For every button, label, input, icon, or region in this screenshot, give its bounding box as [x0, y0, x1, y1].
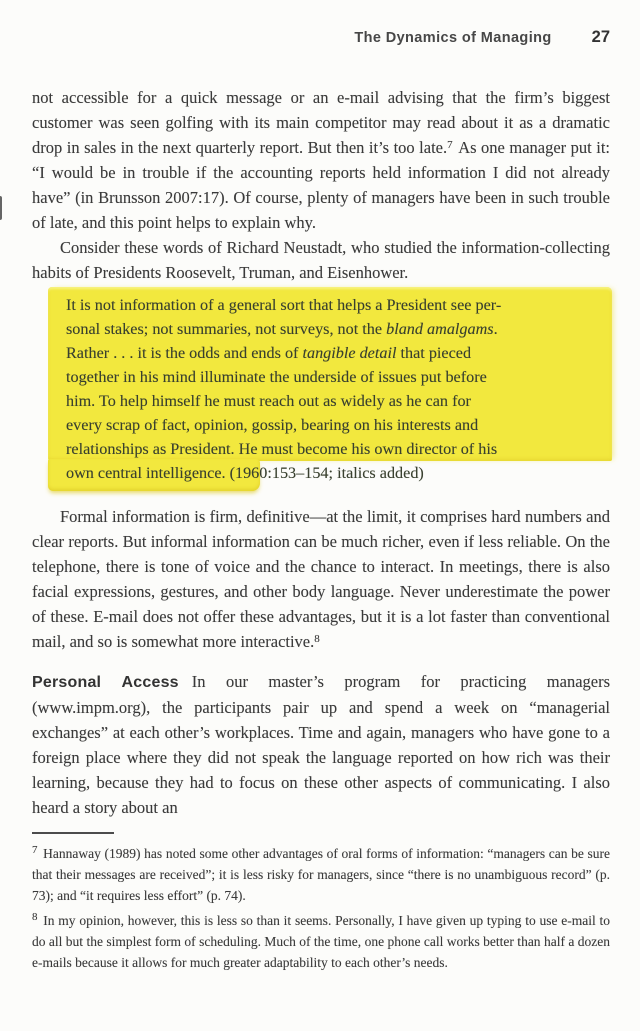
footnote-text: [32, 846, 610, 903]
text-run: every scrap of fact, opinion, gossip, bearing on his interests and: [66, 416, 479, 434]
quote-lines: [57, 293, 610, 485]
text-run: sonal stakes; not summaries, not surveys, not the: [66, 320, 387, 338]
quote-line: [66, 317, 610, 341]
superscript-marker: 8: [314, 633, 320, 645]
footnote-7: [32, 843, 610, 906]
text-run: As one manager put it: “I would be in trouble if the accounting reports held information I did not already have” (in Brunsson 2007:17). Of course, plenty of managers have been in such trouble of late, and this point helps to explain why.: [32, 138, 611, 232]
text-run: .: [493, 320, 498, 338]
quote-line: [66, 341, 610, 365]
text-run: together in his mind illuminate the underside of issues put before: [66, 368, 487, 386]
text-run: Hannaway (1989) has noted some other advantages of oral forms of information: “managers can be sure that their messages are received”; it is less risky for managers, since “there is no unambiguous record” (p. 73); and “it requires less effort” (p. 74).: [32, 846, 610, 903]
paragraph-4: [32, 669, 610, 820]
footnote-marker: 8: [32, 911, 38, 923]
text-run: own central intelligence. (1960:153–154; italics added): [66, 464, 424, 482]
emphasis-text: bland amalgams: [386, 320, 494, 338]
scan-artifact: [0, 196, 2, 220]
text-run: It is not information of a general sort that helps a President see per-: [66, 296, 502, 314]
text-run: In our master’s program for practicing managers (www.impm.org), the participants pair up and spend a week on “managerial exchanges” at each other’s workplaces. Time and again, managers who have gone to a foreign place where they did not speak the language reported on how rich was their learning, because they had to focus on these other aspects of communicating. I also heard a story about an: [32, 672, 611, 817]
page-number: 27: [591, 28, 610, 46]
quote-line: [66, 413, 610, 437]
footnote-text: [32, 913, 610, 970]
paragraph-1: [32, 85, 610, 235]
quote-line: [66, 365, 610, 389]
superscript-marker: 7: [447, 139, 453, 151]
text-run: relationships as President. He must become his own director of his: [66, 440, 498, 458]
block-quote: [57, 293, 610, 485]
quote-line: [66, 437, 610, 461]
text-run: him. To help himself he must reach out as widely as he can for: [66, 392, 471, 410]
quote-line: [66, 293, 610, 317]
text-run: Rather . . . it is the odds and ends of: [66, 344, 303, 362]
text-run: In my opinion, however, this is less so than it seems. Personally, I have given up typing to use e-mail to do all but the simplest form of scheduling. Much of the time, one phone call works better than half a dozen e-mails because it allows for much greater adaptability to each other’s needs.: [32, 913, 610, 970]
page-header: [0, 28, 610, 47]
running-title: The Dynamics of Managing: [354, 30, 552, 46]
run-in-heading: Personal Access: [32, 674, 179, 691]
footnote-separator: [32, 832, 114, 834]
quote-line: [66, 461, 610, 485]
quote-line: [66, 389, 610, 413]
footnote-8: [32, 910, 610, 973]
footnote-marker: 7: [32, 844, 38, 856]
emphasis-text: tangible detail: [302, 344, 397, 362]
footnotes: [32, 832, 610, 973]
text-run: Formal information is firm, definitive—at the limit, it comprises hard numbers and clear reports. But informal information can be much richer, even if less reliable. On the telephone, there is tone of voice and the chance to interact. In meetings, there is also facial expressions, gestures, and other body language. Never underestimate the power of these. E-mail does not offer these advantages, but it is a lot faster than conventional mail, and so is somewhat more interactive.: [32, 507, 610, 651]
text-run: that pieced: [396, 344, 472, 362]
text-run: not accessible for a quick message or an e-mail advising that the firm’s biggest customer was seen golfing with its main competitor may read about it as a dramatic drop in sales in the next quarterly report. But then it’s too late.: [32, 88, 610, 157]
paragraph-2: [32, 235, 610, 285]
paragraph-3: [32, 504, 610, 654]
page-content: [32, 85, 610, 977]
text-run: Consider these words of Richard Neustadt, who studied the information-collecting habits of Presidents Roosevelt, Truman, and Eisenhower.: [32, 238, 610, 282]
